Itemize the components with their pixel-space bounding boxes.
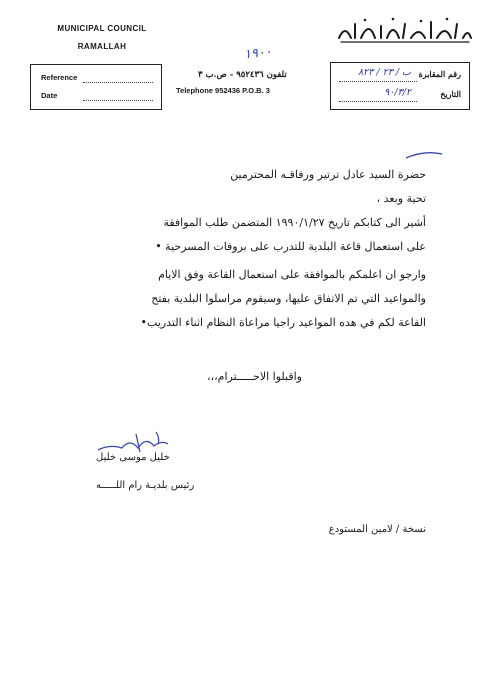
reference-box-ar xyxy=(330,62,470,110)
org-city-en: RAMALLAH xyxy=(77,42,127,51)
reference-box-en xyxy=(30,64,162,110)
paragraph2-line1: وارجو ان اعلمكم بالموافقة على استعمال القاعة وفق الايام xyxy=(158,268,426,281)
phone-en: Telephone 952436 P.O.B. 3 xyxy=(176,86,270,95)
date-row xyxy=(41,91,153,103)
copy-note: نسخة / لامين المستودع xyxy=(328,524,426,535)
reference-label: Reference xyxy=(41,73,78,82)
ar-reference-label: رقم المقابرة xyxy=(418,69,461,79)
phone-ar: تلفون ٩٥٢٤٣٦ - ص.ب ٣ xyxy=(198,70,287,80)
date-label: Date xyxy=(41,91,58,100)
ar-date-label: التاريخ xyxy=(440,89,461,99)
signatory-name: خليل موسى خليل xyxy=(96,452,170,463)
paragraph2-line3: القاعة لكم في هده المواعيد راجيا مراعاة النظام اثناء التدريب• xyxy=(140,316,426,329)
paragraph1-line2: على استعمال قاعة البلدية للتدرب على بروفات المسرحية • xyxy=(155,240,426,253)
addressee: حضرة السيد عادل ترتير ورفاقـه المحترمين xyxy=(230,168,426,181)
paragraph2-line2: والمواعيد التي تم الاتفاق عليها، وسيقوم مراسلوا البلدية بفتح xyxy=(151,292,426,305)
ar-reference-value: ب / ۲۳ / ۸۲۳ xyxy=(358,67,411,78)
reference-dots xyxy=(83,82,153,83)
signatory-title: رئيس بلديـة رام اللـــــه xyxy=(96,480,195,491)
ar-reference-dots xyxy=(339,81,417,82)
closing: واقبلوا الاحـــــترام،،، xyxy=(207,370,302,383)
pen-stroke xyxy=(404,148,444,162)
handwritten-note: ١٩٠٠ xyxy=(243,44,273,63)
municipality-calligraphy-logo xyxy=(335,16,475,46)
ar-date-value: ٩٠/٣/٢ xyxy=(384,87,411,98)
ar-reference-row xyxy=(339,69,461,83)
date-dots xyxy=(83,100,153,101)
letterhead-en xyxy=(42,24,162,60)
ar-date-dots xyxy=(339,101,417,102)
paragraph1-line1: أشير الى كتابكم تاريخ ١٩٩٠/١/٢٧ المتضمن طلب الموافقة xyxy=(163,216,426,229)
greeting: تحية وبعد ، xyxy=(376,192,426,205)
reference-row xyxy=(41,73,153,85)
org-name-en: MUNICIPAL COUNCIL xyxy=(57,24,147,33)
ar-date-row xyxy=(339,89,461,103)
